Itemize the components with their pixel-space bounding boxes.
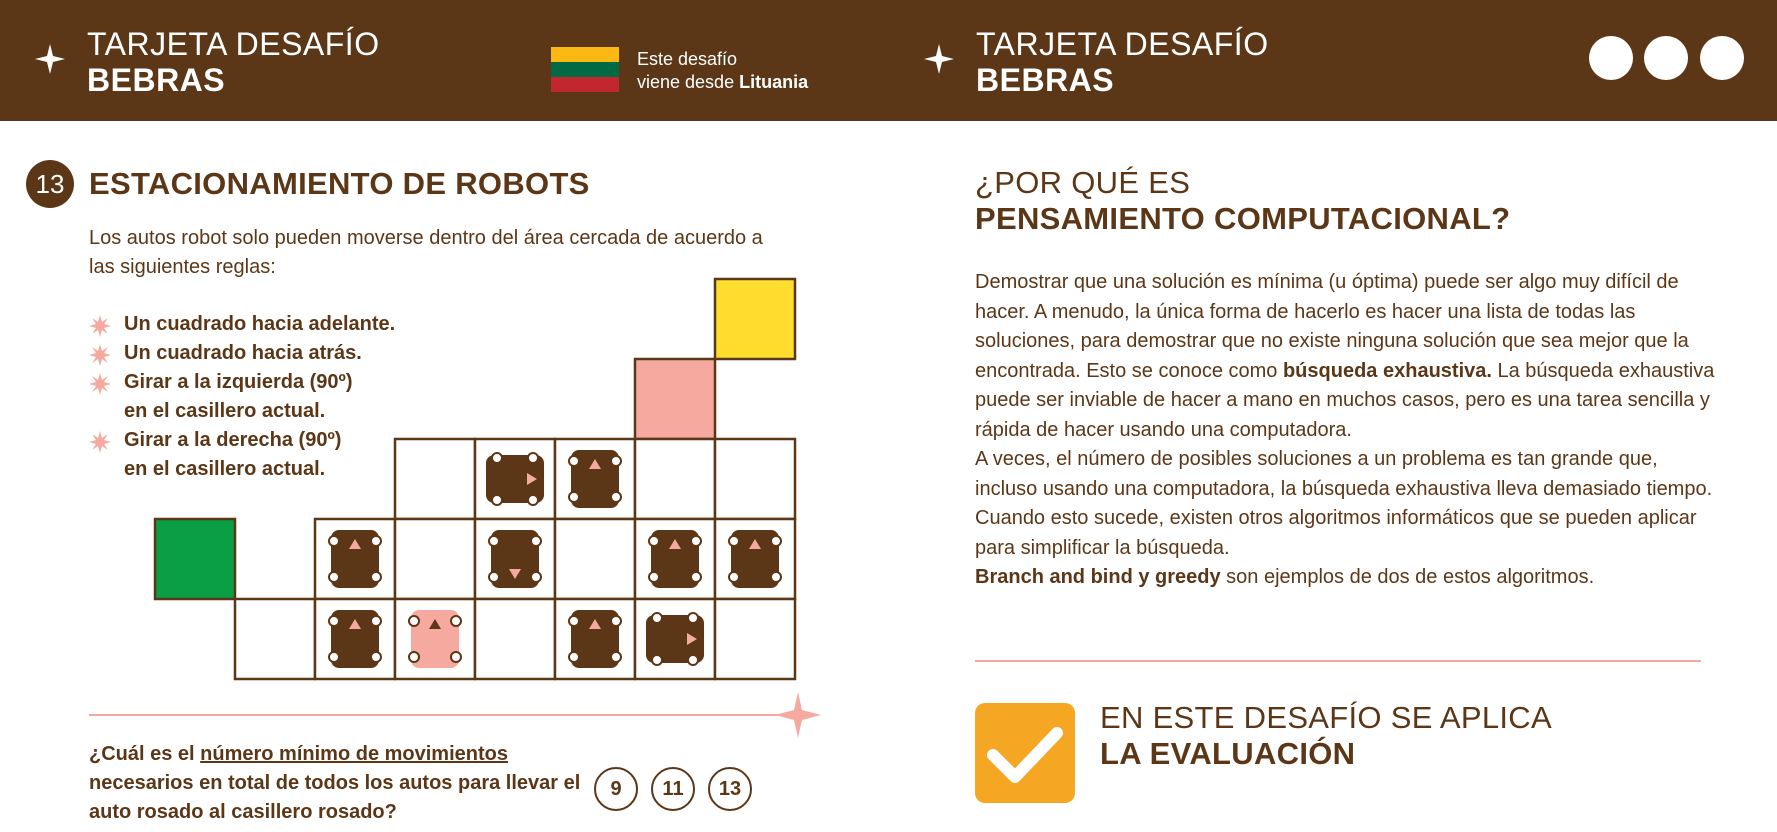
wheel bbox=[569, 652, 579, 662]
wheel bbox=[371, 652, 381, 662]
wheel bbox=[489, 572, 499, 582]
wheel bbox=[611, 652, 621, 662]
grid-cell bbox=[395, 439, 475, 519]
sparkle-icon bbox=[775, 692, 821, 738]
wheel bbox=[652, 613, 662, 623]
wheel bbox=[729, 536, 739, 546]
wheel bbox=[371, 536, 381, 546]
question-suffix: necesarios en total de todos los autos para llevar el auto rosado al casillero rosado? bbox=[89, 772, 581, 823]
wheel bbox=[649, 536, 659, 546]
origin-line1: Este desafío bbox=[637, 49, 738, 69]
why-heading-line2: PENSAMIENTO COMPUTACIONAL? bbox=[975, 201, 1511, 236]
divider-line bbox=[89, 714, 799, 716]
applies-heading bbox=[1100, 700, 1552, 772]
applies-line1: EN ESTE DESAFÍO SE APLICA bbox=[1100, 700, 1552, 735]
wheel bbox=[531, 572, 541, 582]
wheel bbox=[569, 492, 579, 502]
explanation-p1b: búsqueda exhaustiva. bbox=[1282, 359, 1492, 382]
origin-text bbox=[637, 48, 808, 94]
grid-cell bbox=[635, 439, 715, 519]
question-prefix: ¿Cuál es el bbox=[89, 743, 201, 765]
explanation-p1c: La búsqueda exhaustiva puede ser inviable de hacer a mano en muchos casos, pero es una tarea sencilla y rápida de hacer usando una computadora. bbox=[975, 359, 1715, 441]
wheel bbox=[409, 616, 419, 626]
rule-text: en el casillero actual. bbox=[124, 400, 326, 422]
task-number-badge: 13 bbox=[26, 160, 74, 208]
origin-prefix: viene desde bbox=[637, 72, 740, 92]
rule-text: Girar a la derecha (90º) bbox=[124, 429, 342, 451]
wheel bbox=[688, 655, 698, 665]
brand-line1: TARJETA DESAFÍO bbox=[87, 26, 380, 62]
answer-option[interactable]: 13 bbox=[708, 767, 752, 811]
wheel bbox=[569, 456, 579, 466]
answer-option[interactable]: 9 bbox=[594, 767, 638, 811]
grid-cell bbox=[235, 599, 315, 679]
wheel bbox=[528, 495, 538, 505]
wheel bbox=[611, 456, 621, 466]
wheel bbox=[492, 453, 502, 463]
explanation-p1a: Demostrar que una solución es mínima (u óptima) puede ser algo muy difícil de hacer. A menudo, la única forma de hacerlo es hacer una lista de todas las soluciones, para demostrar que no existe ninguna solución que sea mejor que la encontrada. Esto se conoce como bbox=[975, 271, 1689, 382]
star-bullet-icon bbox=[89, 373, 111, 395]
wheel bbox=[771, 536, 781, 546]
explanation-text bbox=[975, 268, 1715, 593]
brand-logo-right bbox=[976, 26, 1269, 98]
wheel bbox=[329, 652, 339, 662]
grid-cell bbox=[475, 599, 555, 679]
wheel bbox=[371, 616, 381, 626]
parking-grid bbox=[150, 274, 800, 684]
lithuania-flag-icon bbox=[551, 47, 619, 92]
wheel bbox=[531, 536, 541, 546]
sparkle-icon bbox=[35, 44, 65, 74]
wheel bbox=[649, 572, 659, 582]
wheel bbox=[329, 572, 339, 582]
grid-cell bbox=[555, 519, 635, 599]
grid-cell-pink bbox=[635, 359, 715, 439]
wheel bbox=[451, 652, 461, 662]
wheel bbox=[611, 616, 621, 626]
task-question bbox=[89, 740, 589, 827]
rule-text: Un cuadrado hacia atrás. bbox=[124, 342, 362, 364]
why-heading-line1: ¿POR QUÉ ES bbox=[975, 165, 1191, 200]
wheel bbox=[409, 652, 419, 662]
wheel bbox=[569, 616, 579, 626]
wheel bbox=[451, 616, 461, 626]
divider-line bbox=[975, 660, 1701, 662]
grid-cell bbox=[715, 439, 795, 519]
grid-cell-yellow bbox=[715, 279, 795, 359]
star-bullet-icon bbox=[89, 431, 111, 453]
brand-logo bbox=[87, 26, 380, 98]
answer-option[interactable]: 11 bbox=[651, 767, 695, 811]
sparkle-icon bbox=[924, 44, 954, 74]
rule-text: Girar a la izquierda (90º) bbox=[124, 371, 353, 393]
grid-cell bbox=[395, 519, 475, 599]
wheel bbox=[371, 572, 381, 582]
rule-text: Un cuadrado hacia adelante. bbox=[124, 313, 396, 335]
wheel bbox=[611, 492, 621, 502]
wheel bbox=[691, 572, 701, 582]
star-bullet-icon bbox=[89, 315, 111, 337]
difficulty-dot bbox=[1589, 36, 1633, 80]
checkmark-icon bbox=[975, 703, 1075, 803]
wheel bbox=[688, 613, 698, 623]
brand-line1: TARJETA DESAFÍO bbox=[976, 26, 1269, 62]
question-emphasis: número mínimo de movimientos bbox=[200, 743, 508, 765]
difficulty-dot bbox=[1644, 36, 1688, 80]
header-bar bbox=[0, 0, 1777, 121]
star-bullet-icon bbox=[89, 344, 111, 366]
brand-line2: BEBRAS bbox=[87, 62, 226, 98]
grid-cell bbox=[715, 599, 795, 679]
brand-line2: BEBRAS bbox=[976, 62, 1115, 98]
wheel bbox=[771, 572, 781, 582]
wheel bbox=[691, 536, 701, 546]
task-title: ESTACIONAMIENTO DE ROBOTS bbox=[89, 166, 590, 201]
wheel bbox=[489, 536, 499, 546]
wheel bbox=[729, 572, 739, 582]
wheel bbox=[492, 495, 502, 505]
explanation-p2: A veces, el número de posibles soluciones a un problema es tan grande que, incluso usando una computadora, la búsqueda exhaustiva lleva demasiado tiempo. Cuando esto sucede, existen otros algoritmos informáticos que se pueden aplicar para simplificar la búsqueda. bbox=[975, 448, 1713, 559]
grid-cell-green bbox=[155, 519, 235, 599]
task-intro: Los autos robot solo pueden moverse dentro del área cercada de acuerdo a las siguientes reglas: bbox=[89, 227, 763, 278]
wheel bbox=[329, 536, 339, 546]
wheel bbox=[528, 453, 538, 463]
rule-text: en el casillero actual. bbox=[124, 458, 326, 480]
explanation-p3b: Branch and bind y greedy bbox=[975, 566, 1221, 588]
explanation-p3c: son ejemplos de dos de estos algoritmos. bbox=[1220, 566, 1595, 588]
applies-line2: LA EVALUACIÓN bbox=[1100, 736, 1356, 771]
why-heading bbox=[975, 165, 1510, 237]
wheel bbox=[329, 616, 339, 626]
difficulty-dot bbox=[1700, 36, 1744, 80]
wheel bbox=[652, 655, 662, 665]
origin-country: Lituania bbox=[739, 72, 809, 92]
